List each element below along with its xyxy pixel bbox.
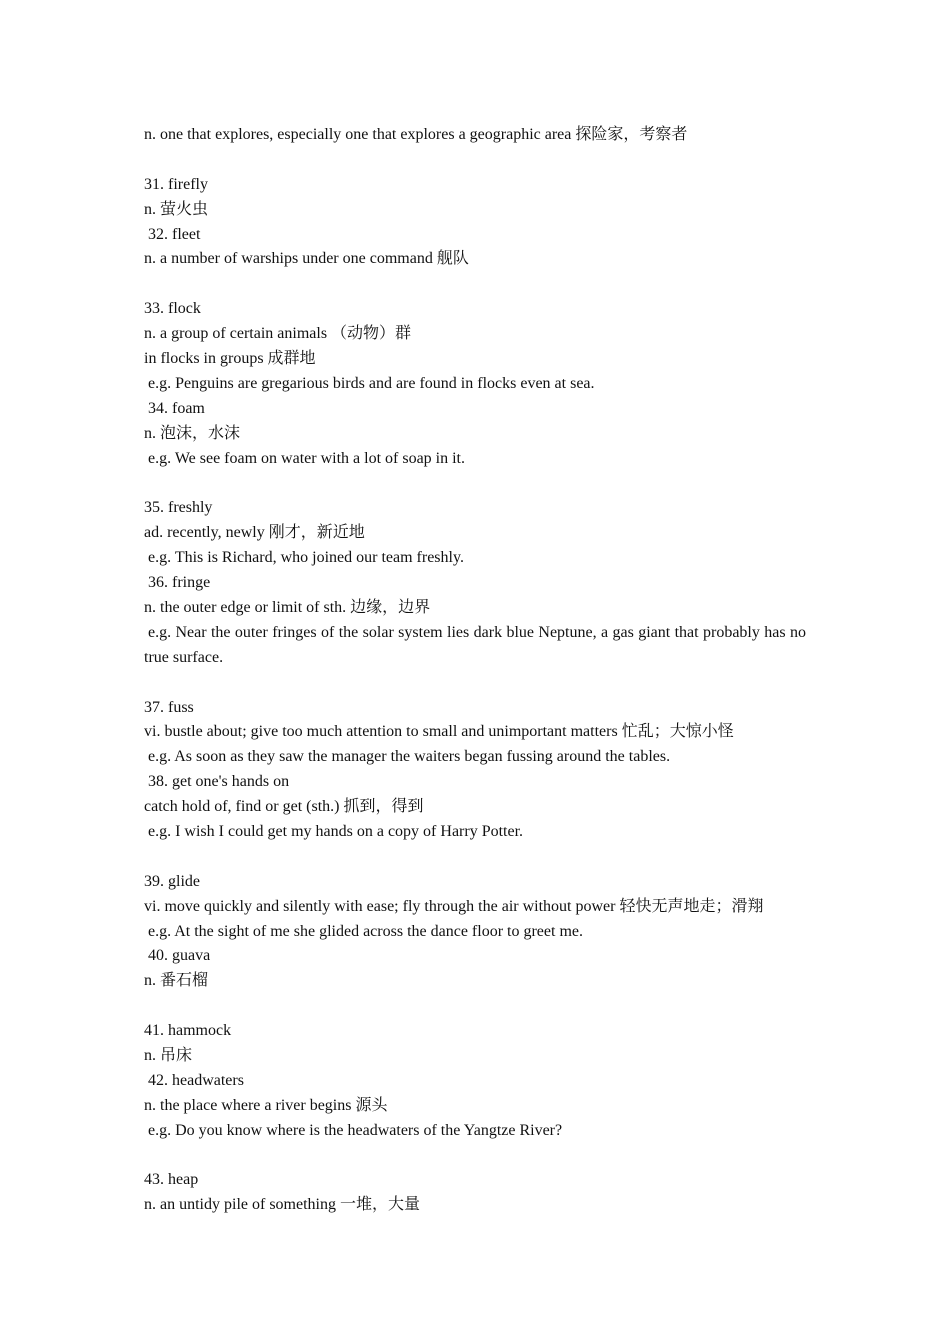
- vocabulary-list: [144, 123, 806, 1218]
- blank-line: [144, 148, 806, 173]
- entry-heading: 41. hammock: [144, 1022, 232, 1040]
- entry-heading: 36. fringe: [148, 574, 211, 592]
- definition-line: n. 吊床: [144, 1046, 193, 1064]
- definition-line: n. a number of warships under one command 舰队: [144, 250, 469, 268]
- blank-line: [144, 845, 806, 870]
- definition-line: n. a group of certain animals （动物）群: [144, 325, 412, 343]
- entry-heading: 35. freshly: [144, 499, 213, 517]
- definition-line: n. 萤火虫: [144, 200, 209, 218]
- entry-heading: 32. fleet: [148, 225, 201, 243]
- definition-line: n. one that explores, especially one that explores a geographic area 探险家，考察者: [144, 126, 688, 143]
- definition-line: n. the place where a river begins 源头: [144, 1096, 388, 1114]
- entry-heading: 42. headwaters: [148, 1071, 244, 1089]
- definition-line: n. 泡沫，水沫: [144, 424, 241, 442]
- blank-line: [144, 671, 806, 696]
- definition-line: n. the outer edge or limit of sth. 边缘，边界: [144, 598, 431, 616]
- blank-line: [144, 994, 806, 1019]
- definition-line: ad. recently, newly 刚才，新近地: [144, 524, 365, 542]
- example-line: e.g. As soon as they saw the manager the waiters began fussing around the tables.: [148, 748, 671, 766]
- blank-line: [144, 272, 806, 297]
- example-line: e.g. I wish I could get my hands on a copy of Harry Potter.: [148, 822, 524, 840]
- entry-heading: 43. heap: [144, 1171, 199, 1189]
- entry-heading: 40. guava: [148, 947, 211, 965]
- example-line: e.g. Near the outer fringes of the solar system lies dark blue Neptune, a gas giant that probably has no true surface.: [144, 623, 806, 666]
- definition-line: n. an untidy pile of something 一堆，大量: [144, 1196, 420, 1214]
- entry-heading: 37. fuss: [144, 698, 194, 716]
- definition-line: catch hold of, find or get (sth.) 抓到，得到: [144, 798, 424, 816]
- example-line: e.g. At the sight of me she glided across the dance floor to greet me.: [148, 922, 583, 940]
- example-line: e.g. Penguins are gregarious birds and are found in flocks even at sea.: [148, 374, 595, 392]
- example-line: e.g. Do you know where is the headwaters of the Yangtze River?: [148, 1121, 563, 1139]
- entry-heading: 38. get one's hands on: [148, 773, 290, 791]
- blank-line: [144, 471, 806, 496]
- entry-heading: 34. foam: [148, 399, 205, 417]
- entry-heading: 31. firefly: [144, 175, 208, 193]
- entry-heading: 33. flock: [144, 300, 201, 318]
- example-line: e.g. We see foam on water with a lot of soap in it.: [148, 449, 465, 467]
- phrase-line: in flocks in groups 成群地: [144, 350, 316, 368]
- entry-heading: 39. glide: [144, 872, 200, 890]
- definition-line: vi. move quickly and silently with ease; fly through the air without power 轻快无声地走；滑翔: [144, 897, 764, 915]
- example-line: e.g. This is Richard, who joined our team freshly.: [148, 549, 464, 567]
- blank-line: [144, 1144, 806, 1169]
- definition-line: n. 番石榴: [144, 972, 209, 990]
- definition-line: vi. bustle about; give too much attention to small and unimportant matters 忙乱；大惊小怪: [144, 723, 734, 741]
